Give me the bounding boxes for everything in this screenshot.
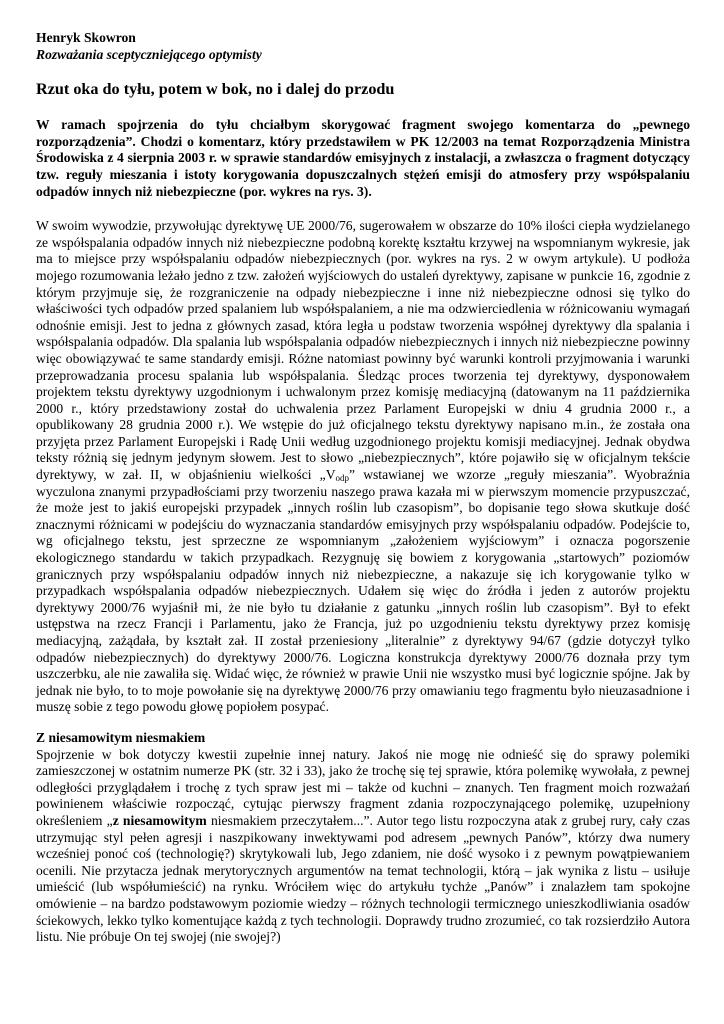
section-heading: Z niesamowitym niesmakiem — [36, 729, 206, 745]
lead-paragraph: W ramach spojrzenia do tyłu chciałbym skorygować fragment swojego komentarza do „pewnego rozporządzenia”. Chodzi o komentarz, który przedstawiłem w PK 12/2003 na temat Rozporządzenia Ministra Środowiska z 4 sierpnia 2003 r. w sprawie standardów emisyjnych z instalacji, a zwłaszcza o fragment dotyczący tzw. reguły mieszania i istoty korygowania dopuszczalnych stężeń emisji do atmosfery przy współspalaniu odpadów innych niż niebezpieczne (por. wykres na rys. 3). — [36, 117, 690, 199]
article-title: Rzut oka do tyłu, potem w bok, no i dalej do przodu — [36, 80, 395, 99]
author-name: Henryk Skowron — [36, 30, 136, 45]
document-page — [36, 30, 690, 946]
body-paragraph-1 — [36, 218, 690, 716]
body-paragraph-2 — [36, 747, 690, 946]
column-series-title: Rozważania sceptyczniejącego optymisty — [36, 46, 262, 62]
body-paragraph-1-text-b: ” wstawianej we wzorze „reguły mieszania”. Wyobraźnia wyczulona znanymi przypadłościami przy tworzeniu naszego prawa kazała mi w pierwszym momencie przypuszczać, że może jest to jakiś europejski przypadek „innych roślin lub czasopism”, bo dopisanie tego słowa skutkuje dość znacznymi różnicami w podejściu do wyznaczania standardów emisyjnych przy współspalaniu odpadów. Podejście to, wg oficjalnego tekstu, jest sprzeczne ze wspomnianym „założeniem wyjściowym” i oznacza pogorszenie ekologicznego standardu w takich przypadkach. Rezygnuję się bowiem z korygowania „startowych” poziomów granicznych przy współspalaniu odpadów innych niż niebezpieczne, a nakazuje się ich korygowanie tylko w przypadkach współspalania odpadów niebezpiecznych. Udałem się więc do źródła i jeden z autorów projektu dyrektywy 2000/76 wyjaśnił mi, że nie było tu działanie z gatunku „innych roślin lub czasopism”. Był to efekt ustępstwa na rzecz Francji i Parlamentu, jako że Francja, już po uzgodnieniu tekstu dyrektywy przez komisję mediacyjną, zażądała, by kształt zał. II został przeniesiony „literalnie” z dyrektywy 94/67 (gdzie dotyczył tylko odpadów niebezpiecznych) do dyrektywy 2000/76. Logiczna konstrukcja dyrektywy 2000/76 doznała przy tym uszczerbku, ale nie zawaliła się. Widać więc, że również w prawie Unii nie wszystko musi być logicznie spójne. Jak by jednak nie było, to to moje powołanie się na dyrektywę 2000/76 przy omawianiu tego fragmentu było nieuzasadnione i muszę sobie z tego powodu głowę popiołem posypać. — [36, 467, 690, 715]
bold-quote: z niesamowitym — [112, 812, 207, 828]
body-paragraph-2-text-a: Spojrzenie w bok dotyczy kwestii zupełnie innej natury. Jakoś nie mogę nie odnieść się do sprawy polemiki zamieszczonej w ostatnim numerze PK (str. 32 i 33), jako że trochę się tej sprawie, która polemikę wywołała, z pewnej odległości przyglądałem i trochę z tych spraw jest mi – także od kuchni – znanych. Ten fragment moich rozważań powinienem właściwie rozpocząć, cytując pierwszy fragment zdania rozpoczynającego polemikę, uzupełniony określeniem „ — [36, 746, 690, 828]
body-paragraph-2-text-b: niesmakiem przeczytałem...”. Autor tego listu rozpoczyna atak z grubej rury, cały czas utrzymując styl pełen agresji i naszpikowany inwektywami pod adresem „pewnych Panów”, którzy dwa numery wcześniej ponoć coś (technologię?) skrytykowali lub, Jego zdaniem, nie dość wysoko i z pewnym powątpiewaniem ocenili. Nie przytacza jednak merytorycznych argumentów na temat technologii, którą – jak wynika z listu – usiłuje umieścić (lub współumieścić) na rynku. Wróciłem więc do artykułu tychże „Panów” i znalazłem tam spokojne omówienie – na bardzo podstawowym poziomie wiedzy – różnych technologii termicznego unieszkodliwiania osadów ściekowych, lekko tylko komentujące każdą z tych technologii. Doprawdy trudno zrozumieć, co tak rozsierdziło Autora listu. Nie próbuje On tej swojej (nie swojej?) — [36, 812, 690, 945]
body-paragraph-1-text-a: W swoim wywodzie, przywołując dyrektywę UE 2000/76, sugerowałem w obszarze do 10% ilości ciepła wydzielanego ze współspalania odpadów innych niż niebezpieczne podobną korektę kształtu krzywej na wspomnianym wykresie, jak ma to miejsce przy współspalaniu odpadów niebezpiecznych (por. wykres na rys. 2 w owym artykule). U podłoża mojego rozumowania leżało jedno z tzw. założeń wyjściowych do ustaleń dyrektywy, zapisane w punkcie 16, zgodnie z którym przyjmuje się, że rozgraniczenie na odpady niebezpieczne i inne niż niebezpieczne odnosi się tylko do właściwości tych odpadów przed spalaniem lub współspalaniem, a nie ma odzwierciedlenia w różnicowaniu wymagań odnośnie emisji. Jest to jedna z głównych zasad, która legła u podstaw tworzenia współnej dyrektywy dla spalania i współspalania odpadów. Dla spalania lub współspalania odpadów niebezpiecznych i innych niż niebezpieczne powinny więc obowiązywać te same standardy emisji. Różne natomiast powinny być warunki kontroli przyjmowania i warunki przeprowadzania procesu spalania lub współspalania. Śledząc proces tworzenia tej dyrektywy, dysponowałem projektem tekstu dyrektywy uzgodnionym i uchwalonym przez komisję mediacyjną (datowanym na 11 października 2000 r., który przedstawiony został do uchwalenia przez Parlament Europejski w dniu 4 grudnia 2000 r., a opublikowany 28 grudnia 2000 r.). We wstępie do już oficjalnego tekstu dyrektywy napisano m.in., że została ona przyjęta przez Parlament Europejski i Radę Unii według uzgodnionego projektu komisji mediacyjnej. Jednak obydwa teksty różnią się jednym jedynym słowem. Jest to słowo „niebezpiecznych”, które pojawiło się w oficjalnym tekście dyrektywy, w zał. II, w objaśnieniu wielkości „V — [36, 218, 690, 483]
subscript-odp: odp — [335, 473, 350, 484]
